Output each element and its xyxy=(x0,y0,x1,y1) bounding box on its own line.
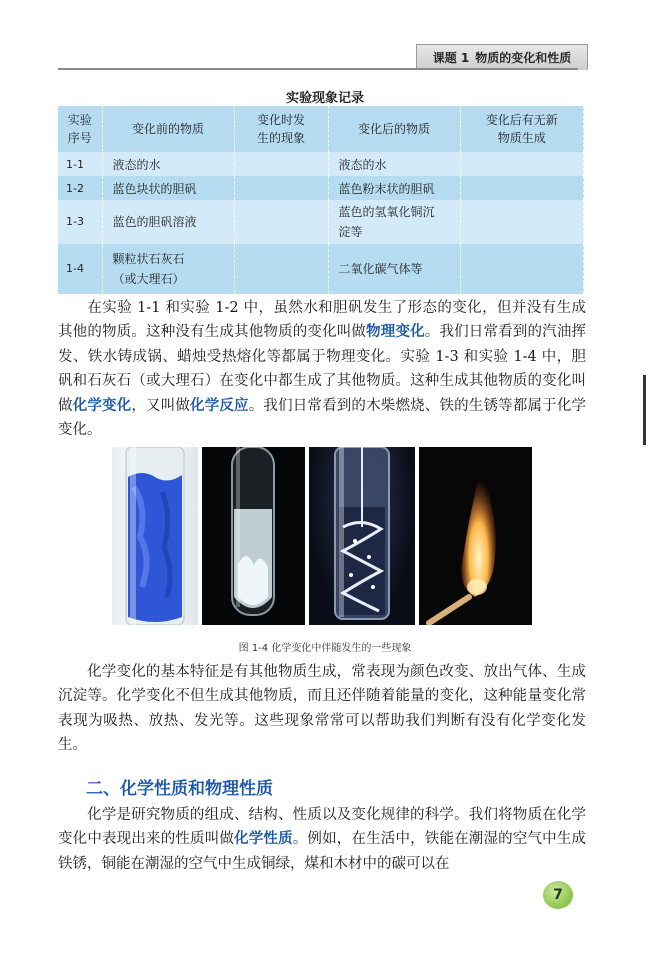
keyword-physical-change: 物理变化 xyxy=(366,324,425,341)
photo-blue-precipitate-tube xyxy=(112,447,198,625)
figure-photos xyxy=(112,447,532,625)
row-after: 蓝色的氢氧化铜沉 淀等 xyxy=(328,200,460,244)
section-title: 二、化学性质和物理性质 xyxy=(86,779,273,799)
row-new-substance xyxy=(460,176,584,200)
chapter-header-tab xyxy=(416,44,588,70)
row-id: 1-2 xyxy=(58,176,102,200)
row-new-substance xyxy=(460,244,584,294)
col-id-header: 实验 序号 xyxy=(58,106,102,152)
col-after-header: 变化后的物质 xyxy=(328,106,460,152)
p1-text-2: 。我们日常看到的汽油挥发、铁水铸成锅、蜡烛受热熔化等都属于物理变化。实验 1-3 和实验 1-4 中，胆矾和石灰石（或大理石）在变化中都生成了其他物质。这种生成其他物质的变化叫做 xyxy=(58,324,587,414)
row-id: 1-1 xyxy=(58,152,102,176)
table-row xyxy=(58,152,584,176)
p1-text-1: 在实验 1-1 和实验 1-2 中，虽然水和胆矾发生了形态的变化，但并没有生成其他的物质。这种没有生成其他物质的变化叫做 xyxy=(58,300,586,341)
keyword-chemical-property: 化学性质 xyxy=(234,831,293,848)
figure-caption: 图 1-4 化学变化中伴随发生的一些现象 xyxy=(238,643,412,654)
row-id: 1-3 xyxy=(58,200,102,244)
col-phenomenon-header: 变化时发 生的现象 xyxy=(234,106,328,152)
col-before-header: 变化前的物质 xyxy=(102,106,234,152)
page-number: 7 xyxy=(543,881,573,909)
p1-text-3: ，又叫做 xyxy=(131,397,191,414)
p2-text: 化学变化的基本特征是有其他物质生成，常表现为颜色改变、放出气体、生成沉淀等。化学变化不但生成其他物质，而且还伴随着能量的变化，这种能量变化常表现为吸热、放热、发光等。这些现象常常可以帮助我们判断有没有化学变化发生。 xyxy=(58,664,586,754)
row-phenomenon xyxy=(234,152,328,176)
experiment-record-table xyxy=(58,106,584,294)
photo-burning-match xyxy=(419,447,532,625)
row-new-substance xyxy=(460,152,584,176)
row-after: 液态的水 xyxy=(328,152,460,176)
photo-gas-bubbles-tube xyxy=(309,447,415,625)
row-after: 二氧化碳气体等 xyxy=(328,244,460,294)
p3-text-1: 化学是研究物质的组成、结构、性质以及变化规律的科学。我们将物质在化学变化中表现出来的性质叫做 xyxy=(58,807,586,848)
table-row xyxy=(58,200,584,244)
header-rule xyxy=(58,68,578,70)
paragraph-physical-chemical-change xyxy=(58,296,586,442)
row-before: 蓝色块状的胆矾 xyxy=(102,176,234,200)
header-title: 物质的变化和性质 xyxy=(475,51,572,65)
paragraph-chemical-change-features xyxy=(58,660,586,758)
row-before: 蓝色的胆矾溶液 xyxy=(102,200,234,244)
table-title: 实验现象记录 xyxy=(285,91,364,106)
table-row xyxy=(58,176,584,200)
row-before: 颗粒状石灰石 （或大理石） xyxy=(102,244,234,294)
row-new-substance xyxy=(460,200,584,244)
p1-text-4: 。我们日常看到的木柴燃烧、铁的生锈等都属于化学变化。 xyxy=(58,397,587,439)
photo-white-precipitate-tube xyxy=(202,447,305,625)
row-id: 1-4 xyxy=(58,244,102,294)
row-after: 蓝色粉末状的胆矾 xyxy=(328,176,460,200)
header-lesson: 课题 1 xyxy=(432,51,470,65)
row-before: 液态的水 xyxy=(102,152,234,176)
table-header-row xyxy=(58,106,584,152)
row-phenomenon xyxy=(234,176,328,200)
col-new-substance-header: 变化后有无新 物质生成 xyxy=(460,106,584,152)
p3-text-2: 。例如，在生活中，铁能在潮湿的空气中生成铁锈，铜能在潮湿的空气中生成铜绿，煤和木材中的碳可以在 xyxy=(58,831,587,872)
keyword-chemical-reaction: 化学反应 xyxy=(190,397,249,414)
row-phenomenon xyxy=(234,200,328,244)
row-phenomenon xyxy=(234,244,328,294)
keyword-chemical-change: 化学变化 xyxy=(72,397,132,414)
paragraph-chemical-property xyxy=(58,803,586,876)
table-row xyxy=(58,244,584,294)
page-edge-mark xyxy=(643,375,646,445)
